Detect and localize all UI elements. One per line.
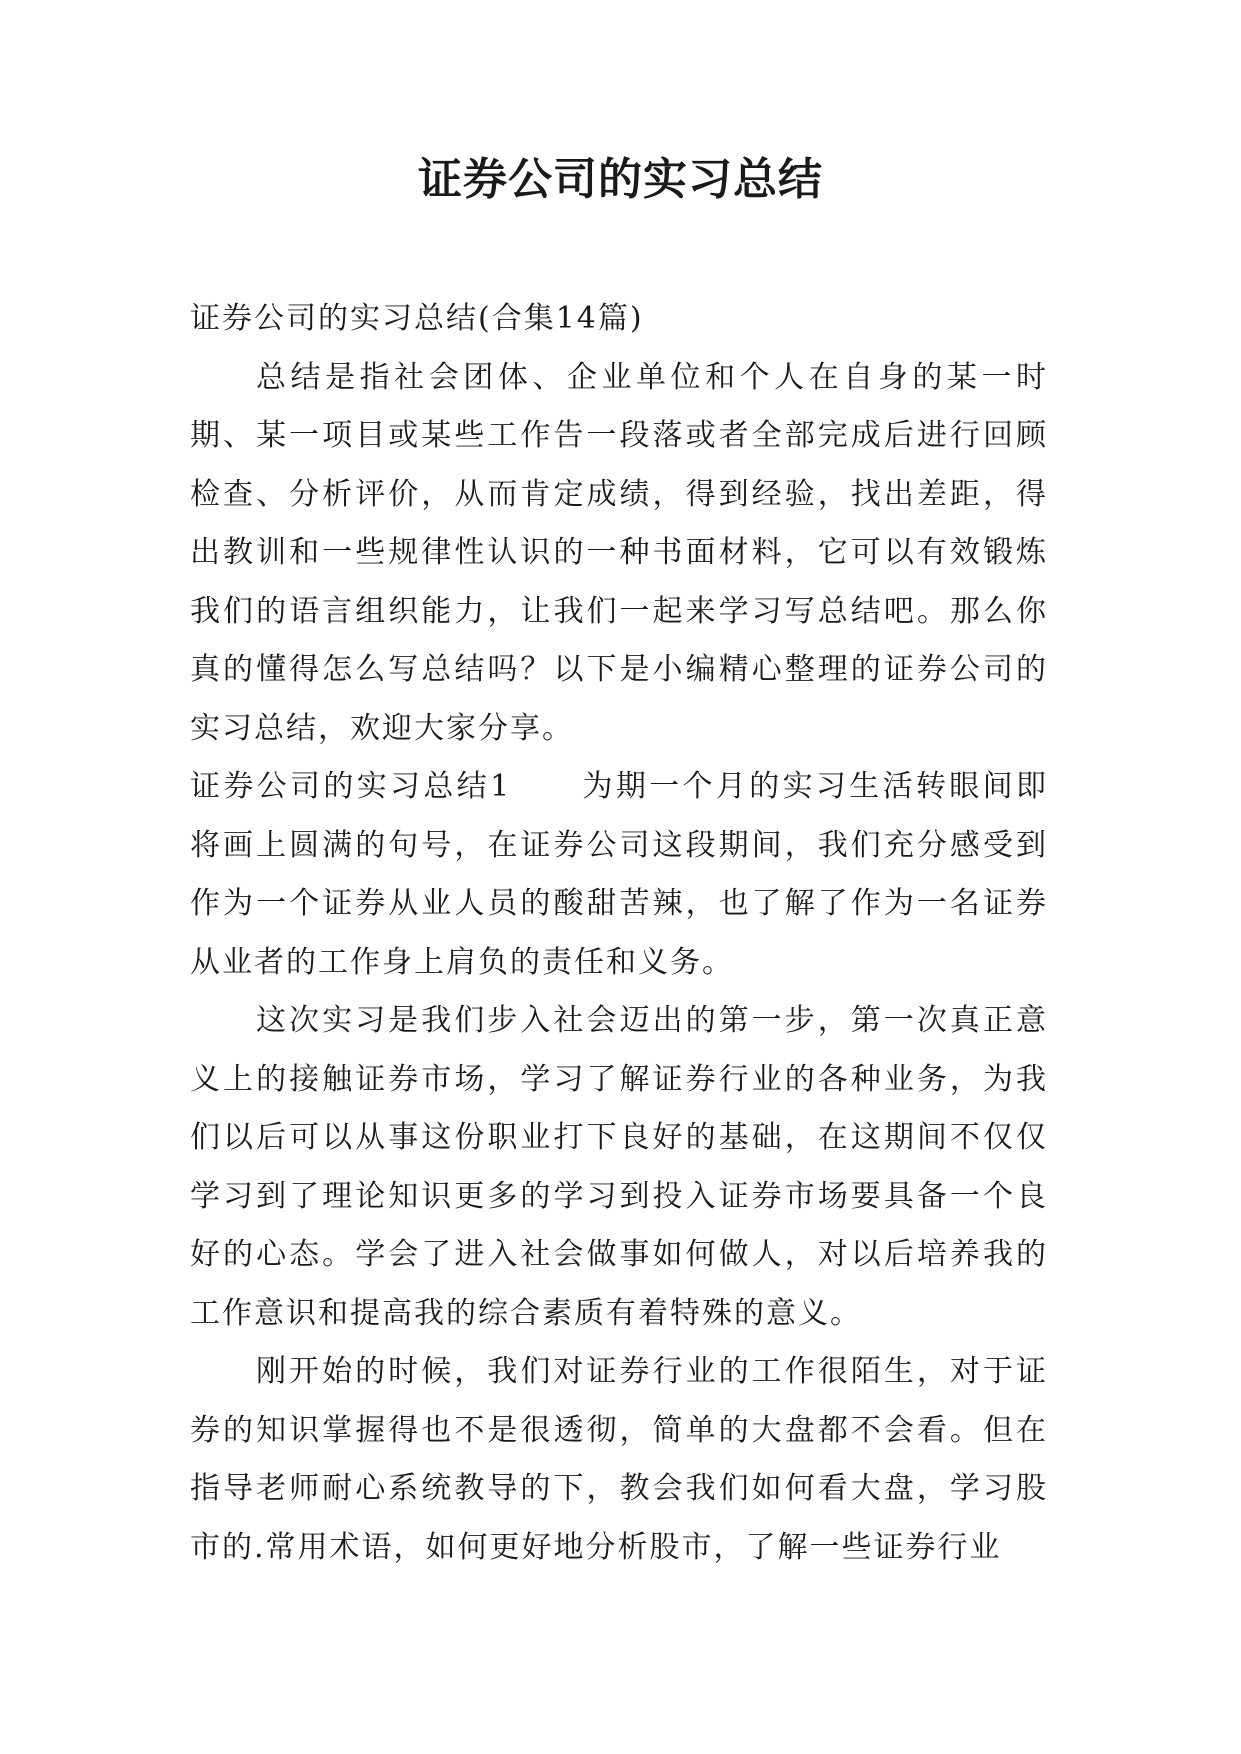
paragraph-2: 这次实习是我们步入社会迈出的第一步，第一次真正意义上的接触证券市场，学习了解证券行业的各种业务，为我们以后可以从事这份职业打下良好的基础，在这期间不仅仅学习到了理论知识更多的学习到投入证券市场要具备一个良好的心态。学会了进入社会做事如何做人，对以后培养我的工作意识和提高我的综合素质有着特殊的意义。 — [190, 1003, 1048, 1331]
document-title: 证券公司的实习总结 — [418, 154, 823, 205]
paragraph-3: 刚开始的时候，我们对证券行业的工作很陌生，对于证券的知识掌握得也不是很透彻，简单的大盘都不会看。但在指导老师耐心系统教导的下，教会我们如何看大盘，学习股市的.常用术语，如何更好地分析股市，了解一些证券行业 — [190, 1354, 1048, 1565]
document-body — [190, 290, 1048, 1577]
section-1-heading: 证券公司的实习总结1 — [190, 769, 512, 804]
section-1-lead-text: 为期一个月的实习生活转眼间即将画上圆满的句号，在证券公司这段期间，我们充分感受到作为一个证券从业人员的酸甜苦辣，也了解了作为一名证券从业者的工作身上肩负的责任和义务。 — [190, 769, 1048, 980]
section-1-paragraph — [190, 758, 1048, 992]
document-subtitle: 证券公司的实习总结(合集14篇) — [190, 301, 644, 336]
intro-paragraph: 总结是指社会团体、企业单位和个人在自身的某一时期、某一项目或某些工作告一段落或者全部完成后进行回顾检查、分析评价，从而肯定成绩，得到经验，找出差距，得出教训和一些规律性认识的一种书面材料，它可以有效锻炼我们的语言组织能力，让我们一起来学习写总结吧。那么你真的懂得怎么写总结吗？以下是小编精心整理的证券公司的实习总结，欢迎大家分享。 — [190, 359, 1048, 746]
